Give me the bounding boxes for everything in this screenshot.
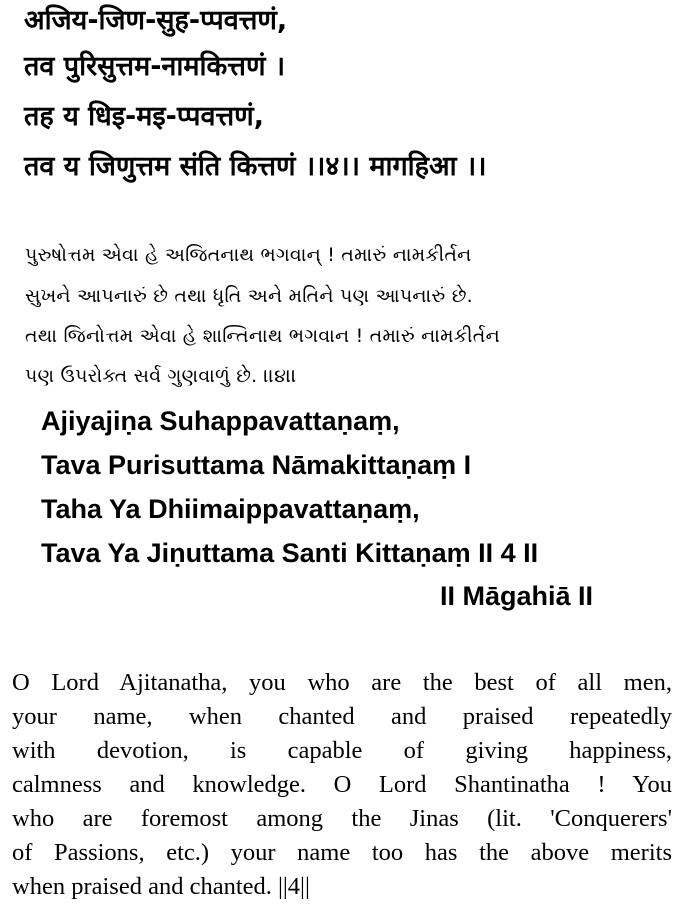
gujarati-explanation-line-1: પુરુષોત્તમ એવા હે અજિતનાથ ભગવાન્ ! તમારું નામકીર્તન: [25, 244, 472, 266]
english-translation-line-7: when praised and chanted. ||4||: [12, 873, 310, 900]
devanagari-verse-line-2: तव पुरिसुत्तम-नामकित्तणं ।: [24, 51, 286, 82]
devanagari-verse-line-4: तव य जिणुत्तम संति कित्तणं ।।४।। मागहिआ ।।: [24, 151, 487, 182]
english-translation-line-4: calmness and knowledge. O Lord Shantinatha ! You: [12, 771, 672, 798]
transliteration-line-4: Tava Ya Jiṇuttama Santi Kittaṇaṃ II 4 II: [41, 538, 539, 568]
transliteration-line-1: Ajiyajiṇa Suhappavattaṇaṃ,: [41, 406, 400, 436]
transliteration-line-3: Taha Ya Dhiimaippavattaṇaṃ,: [41, 494, 420, 524]
english-translation-line-1: O Lord Ajitanatha, you who are the best of all men,: [12, 669, 672, 696]
english-translation-line-6: of Passions, etc.) your name too has the above merits: [12, 839, 672, 866]
transliteration-line-2: Tava Purisuttama Nāmakittaṇaṃ I: [41, 450, 472, 480]
gujarati-explanation-line-3: તથા જિનોત્તમ એવા હે શાન્તિનાથ ભગવાન ! તમારું નામકીર્તન: [25, 325, 500, 347]
gujarati-explanation-line-2: સુખને આપનારું છે તથા ધૃતિ અને મતિને પણ આપનારું છે.: [25, 285, 473, 307]
gujarati-explanation-line-4: પણ ઉપરોક્ત સર્વ ગુણવાળું છે. ।।૪।।: [25, 365, 297, 387]
english-translation-line-3: with devotion, is capable of giving happiness,: [12, 737, 672, 764]
metre-name-label: II Māgahiā II: [440, 581, 594, 611]
english-translation-line-2: your name, when chanted and praised repeatedly: [12, 703, 672, 730]
devanagari-verse-line-1: अजिय-जिण-सुह-प्पवत्तणं,: [24, 5, 288, 36]
english-translation-line-5: who are foremost among the Jinas (lit. 'Conquerers': [12, 805, 672, 832]
devanagari-verse-line-3: तह य धिइ-मइ-प्पवत्तणं,: [24, 101, 264, 132]
